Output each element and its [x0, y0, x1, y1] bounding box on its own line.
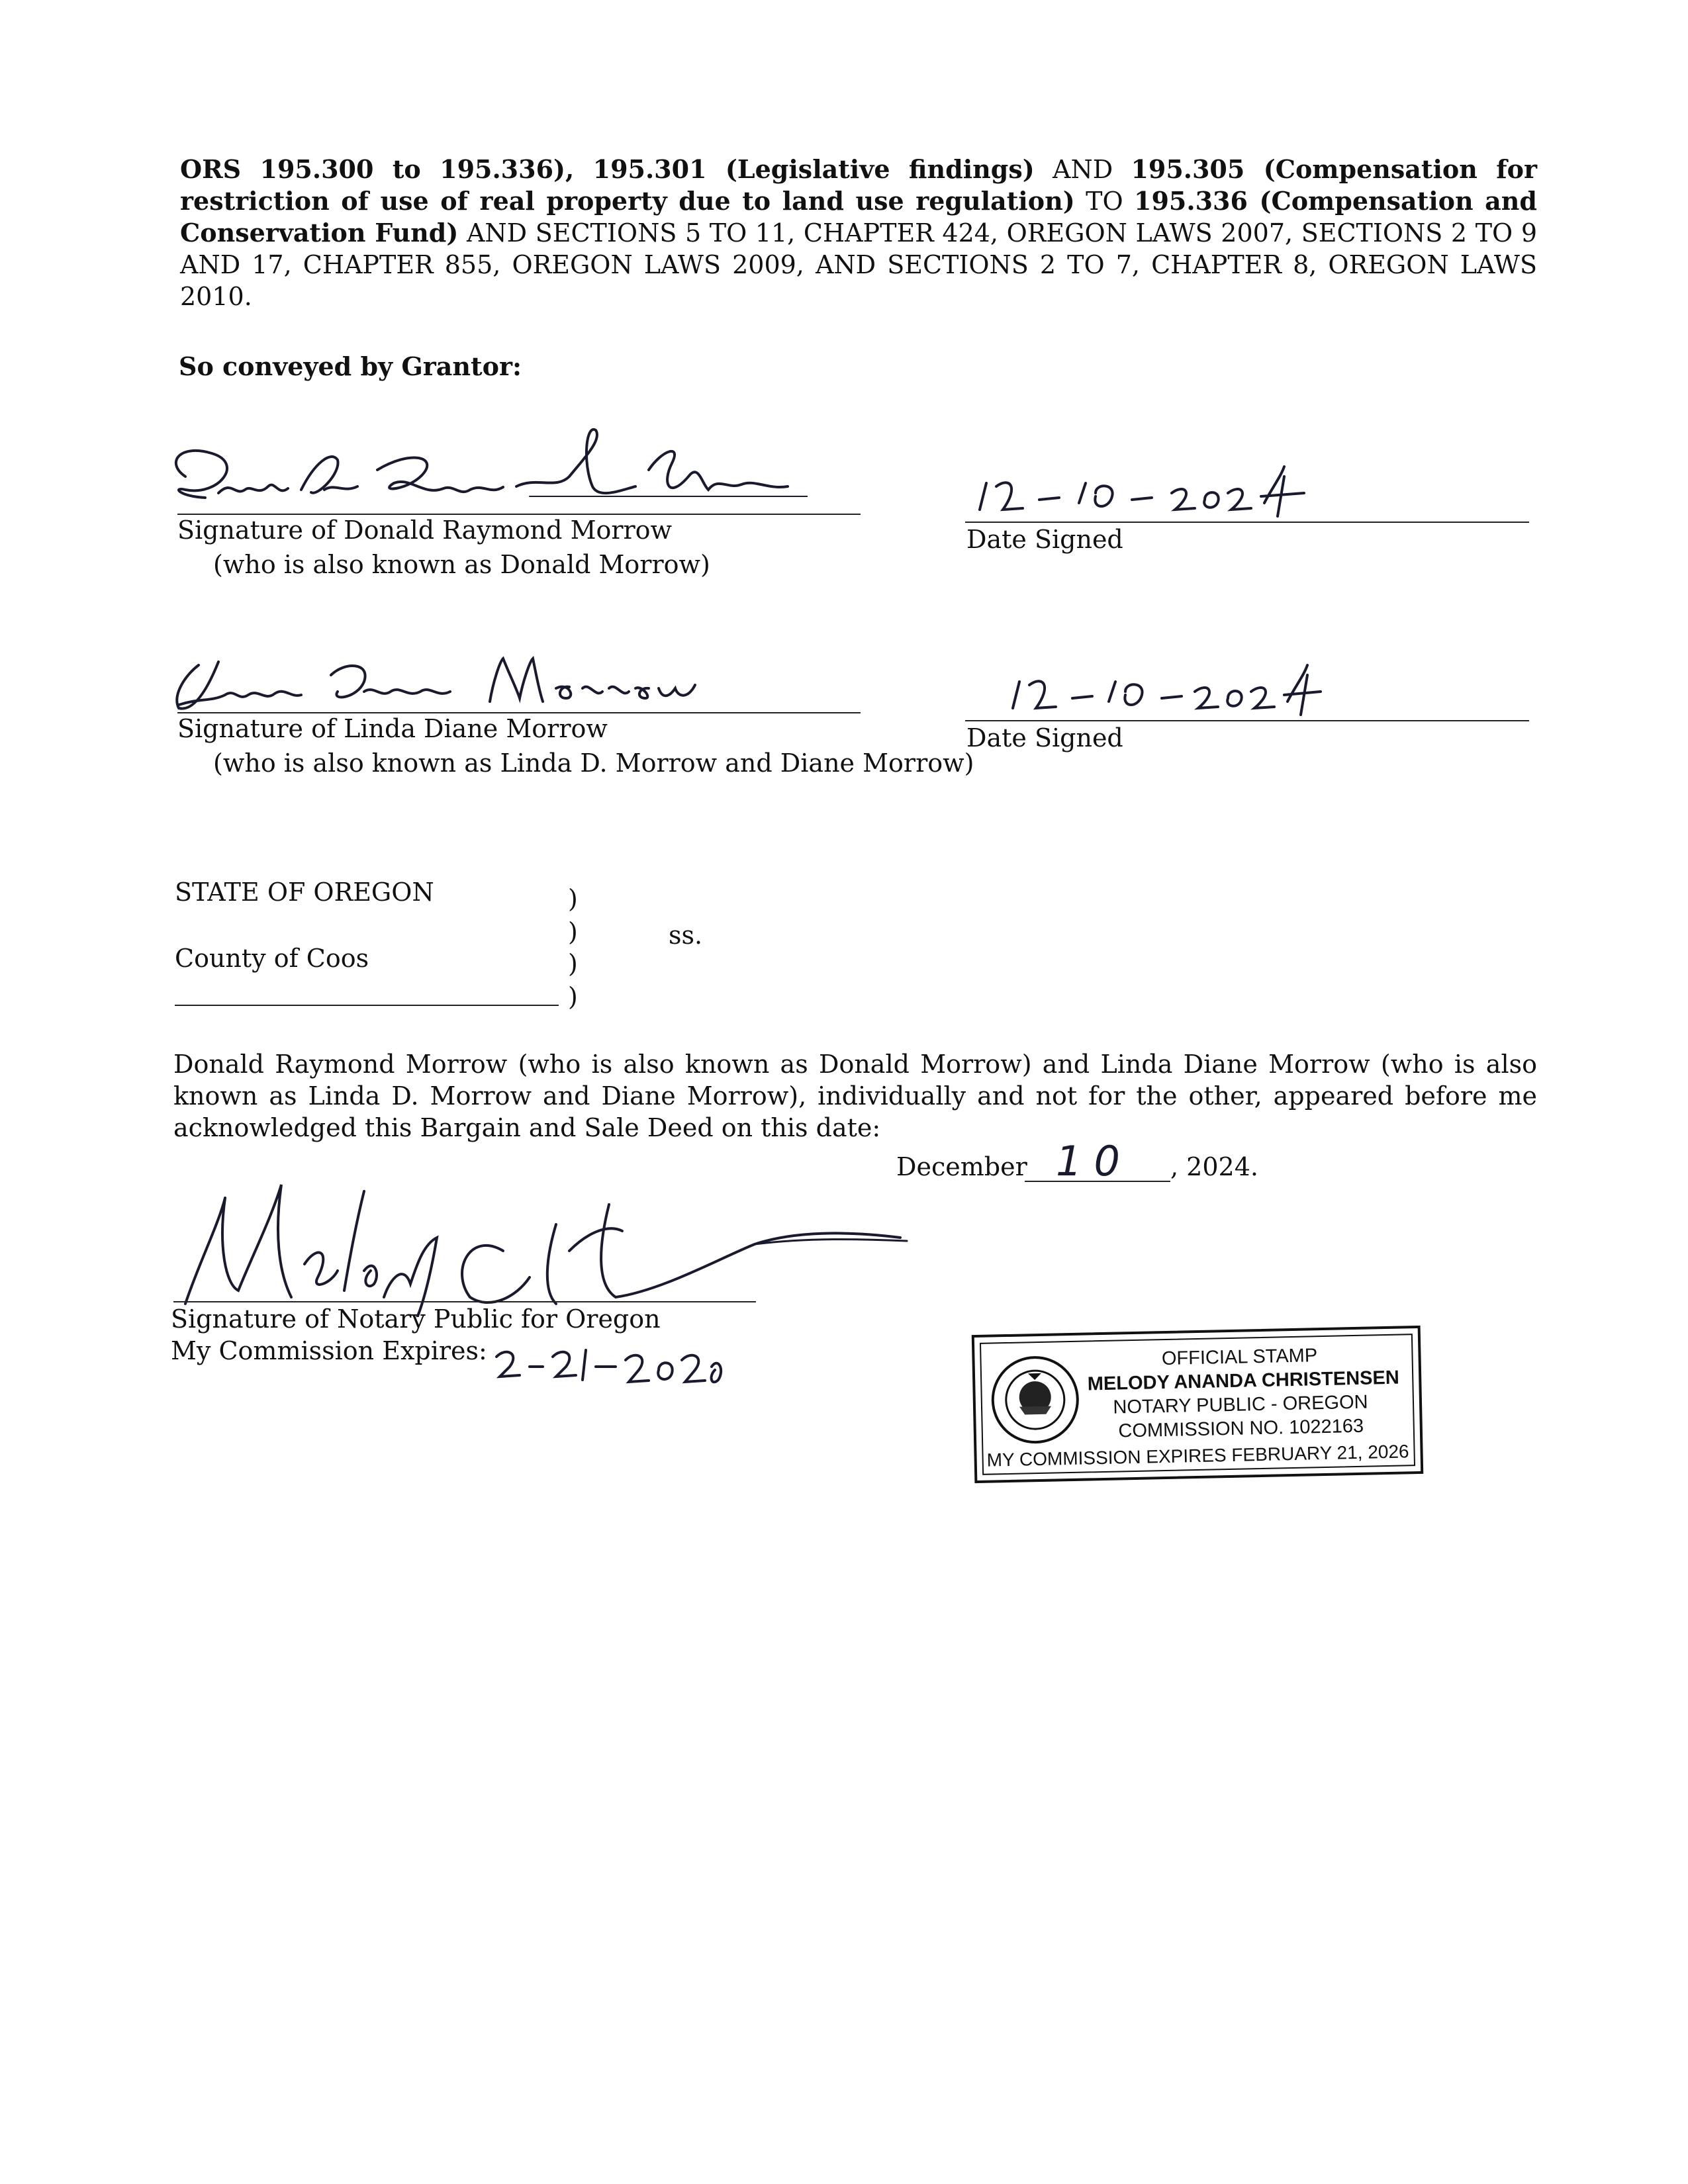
stamp-line-2: MELODY ANANDA CHRISTENSEN: [1087, 1367, 1400, 1395]
grantor2-signature-label: Signature of Linda Diane Morrow: [177, 714, 608, 743]
venue-paren-4: ): [568, 982, 578, 1011]
legal-paragraph: [180, 154, 1537, 312]
grantor1-handwritten-date: [966, 463, 1311, 523]
grantor1-date-label: Date Signed: [966, 525, 1123, 554]
grantor1-signature-label: Signature of Donald Raymond Morrow: [177, 516, 673, 545]
grantor1-date-line: [965, 522, 1529, 523]
official-stamp: [972, 1326, 1424, 1483]
stamp-line-1: OFFICIAL STAMP: [1161, 1345, 1318, 1370]
legal-text-1: AND: [1034, 155, 1131, 184]
ack-year: , 2024.: [1170, 1152, 1258, 1181]
notary-commission-label: My Commission Expires:: [171, 1336, 487, 1365]
grantor2-signature: [159, 635, 702, 721]
venue-county: County of Coos: [175, 944, 369, 973]
notary-signature: [159, 1165, 914, 1317]
grantor2-aka: (who is also known as Linda D. Morrow and Diane Morrow): [213, 749, 974, 778]
acknowledgment-text: Donald Raymond Morrow (who is also known as Donald Morrow) and Linda Diane Morrow (who is also known as Linda D. Morrow and Diane Morrow), individually and not for the other, appeared before me acknowledged this Bargain and Sale Deed on this date:: [173, 1050, 1537, 1142]
venue-blank-line: [175, 1005, 559, 1006]
venue-paren-3: ): [568, 949, 578, 978]
ack-month: December: [896, 1152, 1027, 1181]
legal-ref-3: 195.336 (Compensation and Conservation Fund): [180, 186, 1537, 248]
legal-ref-1: ORS 195.300 to 195.336), 195.301 (Legislative findings): [180, 154, 1035, 184]
legal-text-2: TO: [1074, 187, 1135, 216]
notary-signature-label: Signature of Notary Public for Oregon: [171, 1304, 661, 1334]
grantor1-aka: (who is also known as Donald Morrow): [213, 550, 710, 579]
grantor2-date-line: [965, 720, 1529, 721]
oregon-state-seal: [988, 1353, 1082, 1447]
stamp-line-5: MY COMMISSION EXPIRES FEBRUARY 21, 2026: [986, 1441, 1409, 1471]
venue-paren-2: ): [568, 917, 578, 946]
notary-commission-handwritten: [490, 1337, 728, 1396]
venue-ss: ss.: [669, 921, 703, 950]
legal-ref-2: 195.305 (Compensation for restriction of use of real property due to land use regulation): [180, 154, 1537, 216]
conveyed-heading: So conveyed by Grantor:: [179, 351, 522, 381]
notary-signature-line: [173, 1301, 756, 1302]
grantor2-handwritten-date: [993, 662, 1324, 721]
stamp-line-4: COMMISSION NO. 1022163: [1118, 1415, 1364, 1442]
venue-paren-1: ): [568, 884, 578, 913]
stamp-line-3: NOTARY PUBLIC - OREGON: [1113, 1391, 1368, 1418]
legal-text-3: AND SECTIONS 5 TO 11, CHAPTER 424, OREGON LAWS 2007, SECTIONS 2 TO 9 AND 17, CHAPTER 855, OREGON LAWS 2009, AND SECTIONS 2 TO 7, CHAPTER 8, OREGON LAWS 2010.: [180, 218, 1537, 311]
ack-day-handwritten: 10: [1056, 1137, 1132, 1185]
grantor2-date-label: Date Signed: [966, 723, 1123, 752]
venue-state: STATE OF OREGON: [175, 878, 434, 907]
